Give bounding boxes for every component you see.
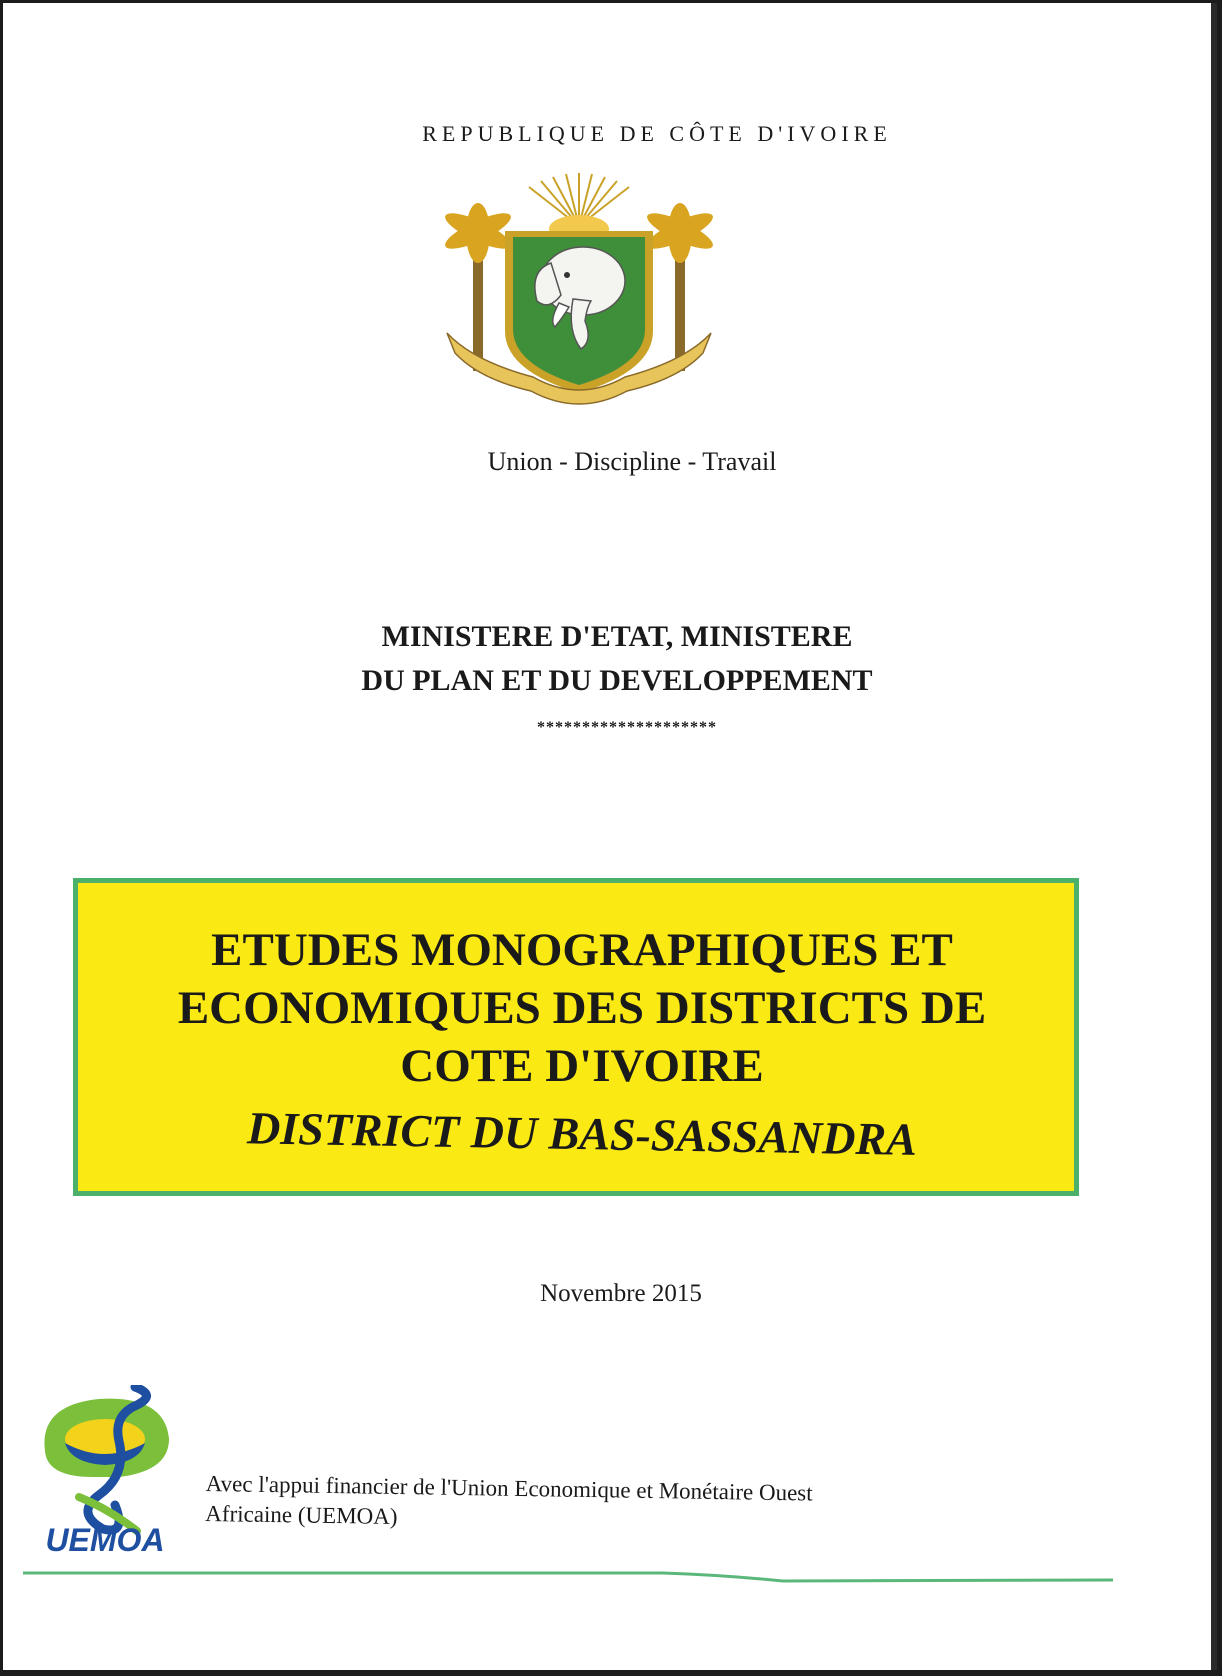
document-title: [78, 921, 1074, 1095]
ministry-name: [23, 615, 1211, 703]
uemoa-logo: [19, 1385, 191, 1557]
title-box: [73, 878, 1079, 1196]
separator: ********************: [537, 719, 717, 736]
title-line-1: ETUDES MONOGRAPHIQUES ET: [211, 924, 953, 976]
district-subtitle: DISTRICT DU BAS-SASSANDRA: [246, 1102, 918, 1165]
title-line-3: COTE D'IVOIRE: [400, 1040, 764, 1092]
ministry-line-1: MINISTERE D'ETAT, MINISTERE: [381, 620, 853, 653]
funding-statement: [205, 1469, 1006, 1542]
funding-line-1: Avec l'appui financier de l'Union Economique et Monétaire Ouest: [205, 1470, 813, 1506]
publication-date: Novembre 2015: [540, 1280, 702, 1307]
uemoa-logo-text: UEMOA: [45, 1522, 165, 1557]
title-line-2: ECONOMIQUES DES DISTRICTS DE: [177, 982, 987, 1034]
coat-of-arms-emblem: [433, 171, 725, 421]
ministry-line-2: DU PLAN ET DU DEVELOPPEMENT: [361, 664, 873, 697]
national-motto: Union - Discipline - Travail: [487, 447, 777, 476]
country-heading: REPUBLIQUE DE CÔTE D'IVOIRE: [422, 121, 892, 146]
document-page: [3, 3, 1217, 1670]
funding-line-2: Africaine (UEMOA): [205, 1500, 398, 1530]
footer-divider: [23, 1569, 1113, 1583]
